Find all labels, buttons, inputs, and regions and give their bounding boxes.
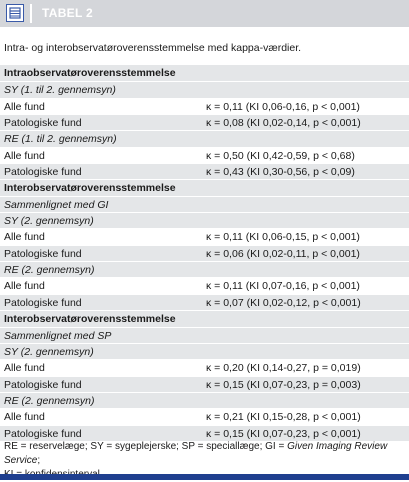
- row-label: Alle fund: [4, 411, 45, 424]
- row-label: Alle fund: [4, 231, 45, 244]
- table-row: [0, 163, 409, 179]
- table-row: [0, 98, 409, 114]
- row-label: Alle fund: [4, 149, 45, 162]
- row-label: Patologiske fund: [4, 427, 82, 440]
- subheading-row: [0, 392, 409, 408]
- kappa-value: κ = 0,11 (KI 0,06-0,16, p < 0,001): [206, 100, 360, 113]
- row-label: SY (1. til 2. gennemsyn): [4, 84, 116, 97]
- row-label: SY (2. gennemsyn): [4, 345, 94, 358]
- row-label: Alle fund: [4, 280, 45, 293]
- subheading-row: [0, 130, 409, 146]
- section-heading-row: [0, 179, 409, 195]
- section-heading-row: [0, 65, 409, 81]
- row-label: Interobservatøroverensstemmelse: [4, 313, 176, 326]
- table-row: [0, 147, 409, 163]
- kappa-value: κ = 0,11 (KI 0,07-0,16, p < 0,001): [206, 280, 360, 293]
- header-separator: [30, 4, 32, 23]
- footnote-abbreviations: RE = reservelæge; SY = sygeplejerske; SP = speciallæge; GI =: [4, 441, 288, 452]
- kappa-value: κ = 0,43 (KI 0,30-0,56, p < 0,09): [206, 166, 355, 179]
- row-label: Patologiske fund: [4, 117, 82, 130]
- subheading-row: [0, 327, 409, 343]
- subheading-row: [0, 261, 409, 277]
- kappa-value: κ = 0,15 (KI 0,07-0,23, p = 0,003): [206, 378, 361, 391]
- kappa-table: [0, 65, 409, 441]
- table-row: [0, 245, 409, 261]
- row-label: Sammenlignet med GI: [4, 198, 109, 211]
- table-caption: Intra- og interobservatøroverensstemmelse med kappa-værdier.: [4, 42, 302, 54]
- row-label: RE (2. gennemsyn): [4, 394, 95, 407]
- row-label: Interobservatøroverensstemmelse: [4, 182, 176, 195]
- table-row: [0, 359, 409, 375]
- row-label: Patologiske fund: [4, 166, 82, 179]
- table-icon: [6, 4, 24, 22]
- table-row: [0, 376, 409, 392]
- row-label: Alle fund: [4, 100, 45, 113]
- row-label: Alle fund: [4, 362, 45, 375]
- kappa-value: κ = 0,06 (KI 0,02-0,11, p < 0,001): [206, 247, 360, 260]
- table-row: [0, 425, 409, 441]
- table-row: [0, 114, 409, 130]
- table-row: [0, 408, 409, 424]
- row-label: RE (2. gennemsyn): [4, 264, 95, 277]
- section-heading-row: [0, 310, 409, 326]
- kappa-value: κ = 0,21 (KI 0,15-0,28, p < 0,001): [206, 411, 361, 424]
- table-header-bar: [0, 0, 409, 27]
- kappa-value: κ = 0,50 (KI 0,42-0,59, p < 0,68): [206, 149, 355, 162]
- kappa-value: κ = 0,07 (KI 0,02-0,12, p < 0,001): [206, 296, 361, 309]
- table-row: [0, 277, 409, 293]
- row-label: Intraobservatøroverensstemmelse: [4, 67, 176, 79]
- kappa-value: κ = 0,11 (KI 0,06-0,15, p < 0,001): [206, 231, 360, 244]
- kappa-value: κ = 0,08 (KI 0,02-0,14, p < 0,001): [206, 117, 361, 130]
- footnote-italic-term: Given Imaging Review Service: [4, 441, 388, 466]
- table-row: [0, 294, 409, 310]
- subheading-row: [0, 196, 409, 212]
- table-title: TABEL 2: [42, 6, 93, 20]
- subheading-row: [0, 212, 409, 228]
- subheading-row: [0, 343, 409, 359]
- table-row: [0, 228, 409, 244]
- row-label: Patologiske fund: [4, 378, 82, 391]
- row-label: Sammenlignet med SP: [4, 329, 112, 342]
- bottom-accent-bar: [0, 474, 409, 480]
- row-label: Patologiske fund: [4, 296, 82, 309]
- kappa-value: κ = 0,15 (KI 0,07-0,23, p < 0,001): [206, 427, 361, 440]
- subheading-row: [0, 81, 409, 97]
- footnote-semicolon: ;: [37, 455, 41, 466]
- row-label: SY (2. gennemsyn): [4, 215, 94, 228]
- row-label: Patologiske fund: [4, 247, 82, 260]
- row-label: RE (1. til 2. gennemsyn): [4, 133, 117, 146]
- kappa-value: κ = 0,20 (KI 0,14-0,27, p = 0,019): [206, 362, 361, 375]
